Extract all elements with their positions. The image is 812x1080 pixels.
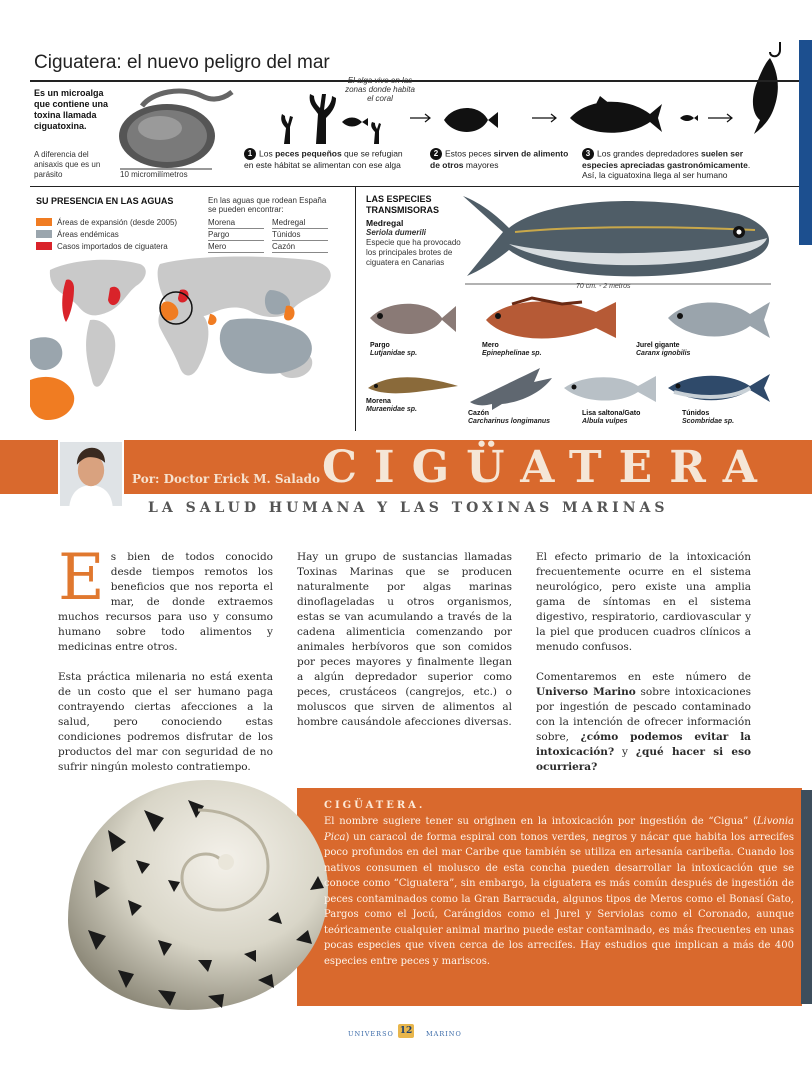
fish-label-tunidos: Túnidos Scombridae sp.	[682, 410, 735, 425]
article-subtitle: LA SALUD HUMANA Y LAS TOXINAS MARINAS	[148, 500, 669, 516]
step-3: 3 Los grandes depredadores suelen ser especies apreciadas gastronómicamente. Así, la ciguatoxina llega al ser humano	[582, 148, 751, 180]
paragraph: Es bien de todos conocido desde tiempos remotos los beneficios que nos reporta el mar, de donde extraemos muchos recursos para uso y consumo humano sobre todo alimentos y medicinas entre otros.	[58, 541, 273, 653]
author-portrait	[60, 442, 122, 506]
article-column-3	[536, 550, 751, 790]
step-1: 1 Los peces pequeños que se refugian en este hábitat se alimentan con ese alga	[244, 148, 403, 170]
tunidos-fish-icon	[664, 370, 776, 406]
author-photo	[58, 440, 124, 508]
fish-label-jurel: Jurel gigante Caranx ignobilis	[636, 342, 691, 357]
article-title: CIGÜATERA	[322, 442, 774, 493]
world-map	[30, 250, 352, 428]
footer-brand-right: MARINO	[426, 1030, 462, 1038]
fish-label-cazon: Cazón Carcharinus longimanus	[468, 410, 551, 425]
spain-species: Medregal	[272, 217, 328, 229]
pargo-fish-icon	[366, 298, 458, 340]
fish-label-mero: Mero Epinephelinae sp.	[482, 342, 542, 357]
paragraph: Hay un grupo de sustancias llamadas Toxinas Marinas que se producen naturalmente por algas marinas dinoflageladas u otros organismos, estas se van acumulando a través de la cadena alimenticia comenzando por animales herbívoros que son comidos por peces mayores y finalmente llegan a algún depredador superior como peces, crustáceos (cangrejos, etc.) o moluscos que sirven de alimentos al hombre causándole afecciones diversas.	[297, 551, 512, 728]
article-column-2	[297, 550, 512, 745]
page-edge-bar	[799, 40, 812, 245]
microalga-illustration	[112, 84, 247, 174]
amberjack-fish-illustration	[455, 186, 773, 286]
spain-species: Pargo	[208, 229, 264, 241]
column-rule	[355, 186, 356, 431]
page-number: 12	[399, 1026, 413, 1036]
hooked-fish-icon	[740, 40, 800, 150]
legend-item: Áreas endémicas	[36, 228, 177, 240]
size-label: 70 cm. - 2 metros	[576, 283, 631, 290]
spain-species: Túnidos	[272, 229, 328, 241]
fish-label-lisa: Lisa saltona/Gato Albula vulpes	[582, 410, 641, 425]
paragraph: Comentaremos en este número de Universo Marino sobre intoxicaciones por ingestión de pescado contaminado con la intención de ofrecer información sobre, ¿cómo podemos evitar la intoxicación? y ¿qué hacer si eso ocurriera?	[536, 671, 751, 773]
jurel-fish-icon	[664, 298, 776, 340]
legend-item: Casos importados de ciguatera	[36, 240, 177, 252]
step-2: 2 Estos peces sirven de alimento de otros mayores	[430, 148, 569, 170]
algae-note: A diferencia del anisaxis que es un parásito	[34, 150, 101, 179]
page-edge-image	[801, 790, 812, 1004]
footer-brand-left: UNIVERSO	[348, 1030, 394, 1038]
main-species-info: Medregal Seriola dumerili Especie que ha provocado los principales brotes de ciguatera en Canarias	[366, 218, 461, 267]
legend-item: Áreas de expansión (desde 2005)	[36, 216, 177, 228]
scale-label: 10 micromilímetros	[120, 170, 188, 179]
map-section-label: SU PRESENCIA EN LAS AGUAS	[36, 196, 174, 206]
fish-label-pargo: Pargo Lutjanidae sp.	[370, 342, 418, 357]
spain-species: Morena	[208, 217, 264, 229]
author-byline: Por: Doctor Erick M. Salado	[132, 472, 321, 486]
species-section-label: LAS ESPECIES TRANSMISORAS	[366, 194, 440, 215]
algae-description: Es un microalga que contiene una toxina llamada ciguatoxina.	[34, 88, 109, 131]
food-chain-illustration	[270, 82, 740, 148]
lisa-fish-icon	[560, 372, 660, 406]
drop-cap: E	[58, 541, 105, 615]
shell-illustration	[48, 770, 338, 1020]
box-title: CIGÜATERA.	[324, 800, 426, 811]
box-text: El nombre sugiere tener su originen en la intoxicación por ingestión de “Cigua” (Livonia Pica) un caracol de forma espiral con tonos verdes, negros y nácar que habita los arrecifes poco profundos en del mar Caribe que también se utiliza en artesanía caribeña. Cuando los nativos consumen el molusco de esta concha pueden desarrollar la intoxicación que se conoce como “Ciguatera”, sin embargo, la ciguatera es más común después de ingestión de peces contaminados como la Gran Barracuda, algunos tipos de Meros como el Bonasí Gato, Pargos como el Jocú, Carángidos como el Jurel y Serviolas como el Coronado, aunque teóricamente cualquier animal marino puede estar contaminado, es más frecuentes en unas pocas especies que viven cerca de los arrecifes. Hay estudios que implican a más de 400 especies entre peces y mariscos.	[324, 816, 794, 967]
fish-label-morena: Morena Muraenidae sp.	[366, 398, 417, 413]
spain-species: Cazón	[272, 241, 328, 253]
paragraph: Esta práctica milenaria no está exenta de un costo que el ser humano paga contrayendo ciertas afecciones a la salud, pero conociendo estas condiciones podremos disfrutar de los productos del mar con seguridad de no sufrir ningún molesto contratiempo.	[58, 671, 273, 773]
infographic-title: Ciguatera: el nuevo peligro del mar	[34, 52, 330, 73]
paragraph: El efecto primario de la intoxicación frecuentemente ocurre en el sistema neurológico, pero existe una amplia gama de síntomas en el sistema digestivo, respiratorio, cardiovascular y la piel que producen cuadros clínicos a menudo confusos.	[536, 551, 751, 653]
morena-fish-icon	[366, 372, 460, 400]
cazon-shark-icon	[466, 362, 558, 412]
article-column-1	[58, 541, 273, 790]
alga-habitat-note: El alga vive en las zonas donde habita el coral	[345, 76, 415, 103]
mero-fish-icon	[482, 296, 622, 342]
spain-species-box: En las aguas que rodean España se pueden encontrar: Morena Medregal Pargo Túnidos Mero Cazón	[208, 196, 327, 251]
map-legend	[36, 216, 177, 252]
spain-species: Mero	[208, 241, 264, 253]
